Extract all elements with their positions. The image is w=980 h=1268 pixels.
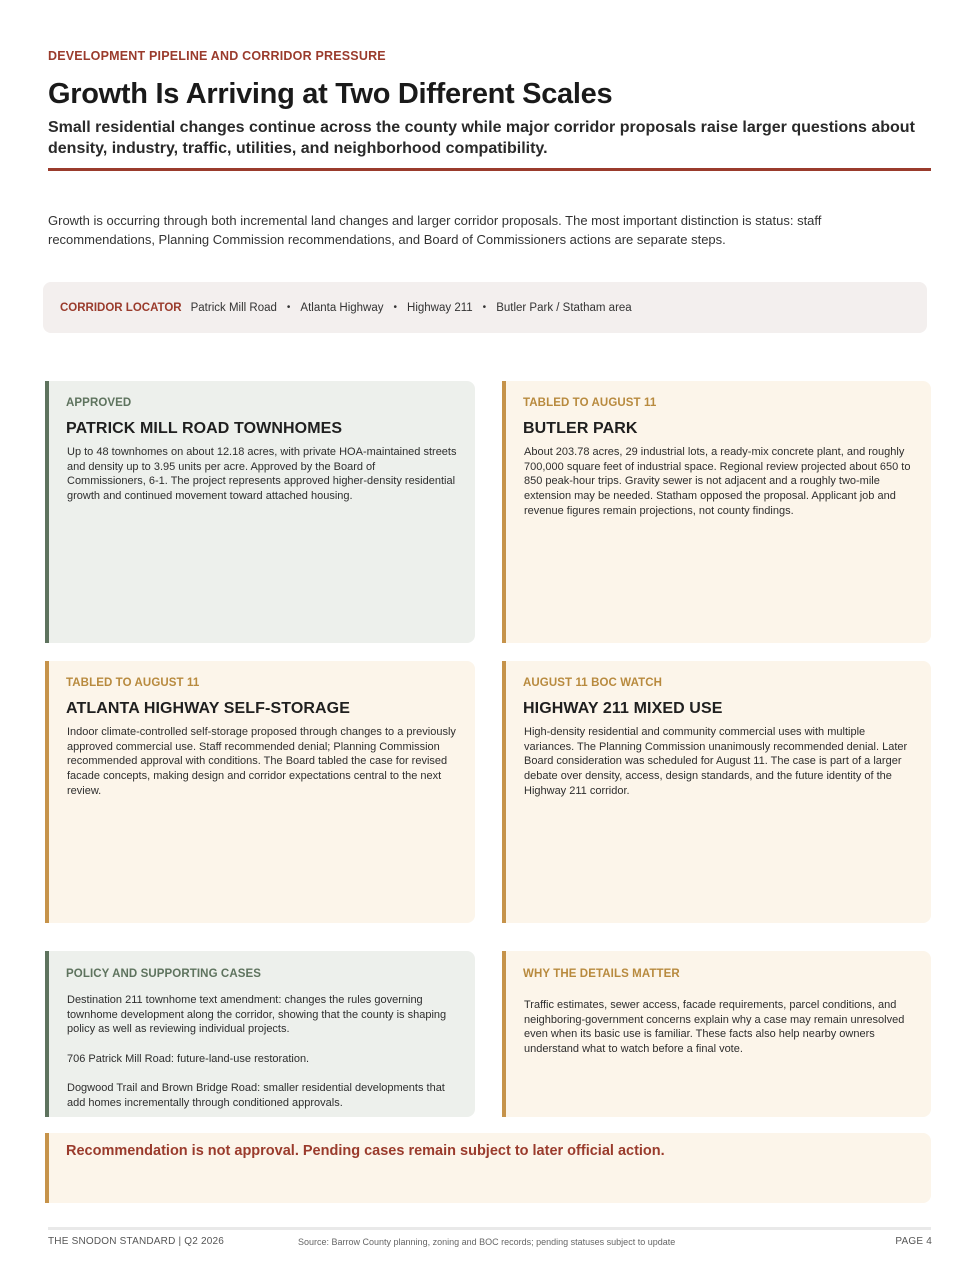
case-heading: ATLANTA HIGHWAY SELF-STORAGE [66, 700, 350, 717]
page-subtitle: Small residential changes continue across the county while major corridor proposals raise larger questions about density, industry, traffic, utilities, and neighborhood compatibility. [48, 119, 915, 157]
corridor-locator [43, 282, 927, 333]
status-badge: APPROVED [66, 397, 132, 409]
policy-item: Destination 211 townhome text amendment: changes the rules governing townhome development along the corridor, showing that the county is shaping policy as well as reviewing individual projects. [67, 994, 447, 1036]
status-badge: TABLED TO AUGUST 11 [66, 677, 200, 689]
policy-list [67, 993, 457, 1125]
case-heading: BUTLER PARK [523, 420, 638, 437]
footer-divider [48, 1227, 931, 1230]
policy-item: 706 Patrick Mill Road: future-land-use restoration. [67, 1052, 310, 1065]
policy-card-label: POLICY AND SUPPORTING CASES [66, 968, 262, 980]
locator-item: Butler Park / Statham area [496, 301, 632, 314]
bullet-separator: • [393, 302, 398, 313]
intro-paragraph: Growth is occurring through both incremental land changes and larger corridor proposals. The most important distinction is status: staff recommendations, Planning Commission recommendations, and Board of Commissioners actions are separate steps. [48, 213, 822, 247]
case-description: Indoor climate-controlled self-storage proposed through changes to a previously approved commercial use. Staff recommended denial; Planning Commission recommended approval with conditions. The Board tabled the case for revised facade concepts, making design and corridor expectations central to the next review. [67, 726, 456, 797]
case-description: Up to 48 townhomes on about 12.18 acres, with private HOA-maintained streets and density up to 3.95 units per acre. Approved by the Board of Commissioners, 6-1. The project represents approved higher-density residential growth and continued movement toward attached housing. [67, 446, 457, 503]
callout-text: Recommendation is not approval. Pending cases remain subject to later official action. [66, 1143, 665, 1159]
header-divider [48, 168, 931, 171]
case-card-highway-211 [502, 661, 931, 923]
status-badge: TABLED TO AUGUST 11 [523, 397, 657, 409]
case-description: High-density residential and community commercial uses with multiple variances. The Planning Commission unanimously recommended denial. Later Board consideration was scheduled for August 11. The case is part of a larger debate over density, access, design standards, and the future identity of the Highway 211 corridor. [524, 726, 908, 797]
case-description: About 203.78 acres, 29 industrial lots, a ready-mix concrete plant, and roughly 700,000 square feet of industrial space. Regional review projected about 650 to 850 peak-hour trips. Gravity sewer is not adjacent and a roughly two-mile extension may be needed. Statham opposed the proposal. Applicant job and revenue figures remain projections, not county findings. [524, 446, 911, 517]
why-card-label: WHY THE DETAILS MATTER [523, 968, 680, 980]
recommendation-callout [45, 1133, 931, 1203]
case-card-atlanta-highway [45, 661, 475, 923]
policy-card [45, 951, 475, 1117]
locator-item: Highway 211 [407, 301, 473, 314]
why-details-card [502, 951, 931, 1117]
locator-item: Patrick Mill Road [190, 301, 277, 314]
case-heading: HIGHWAY 211 MIXED USE [523, 700, 723, 717]
locator-item: Atlanta Highway [300, 301, 384, 314]
page-title: Growth Is Arriving at Two Different Scales [48, 78, 613, 110]
case-heading: PATRICK MILL ROAD TOWNHOMES [66, 420, 343, 437]
corridor-locator-label: CORRIDOR LOCATOR [60, 301, 182, 314]
status-badge: AUGUST 11 BOC WATCH [523, 677, 663, 689]
page-number: PAGE 4 [895, 1236, 932, 1247]
bullet-separator: • [286, 302, 291, 313]
section-kicker: DEVELOPMENT PIPELINE AND CORRIDOR PRESSURE [48, 49, 386, 63]
bullet-separator: • [482, 302, 487, 313]
case-card-butler-park [502, 381, 931, 643]
case-card-patrick-mill [45, 381, 475, 643]
publication-name: THE SNODON STANDARD | Q2 2026 [48, 1236, 225, 1247]
policy-item: Dogwood Trail and Brown Bridge Road: smaller residential developments that add homes incrementally through conditioned approvals. [67, 1082, 445, 1109]
why-card-body: Traffic estimates, sewer access, facade requirements, parcel conditions, and neighboring-government concerns explain why a case may remain unresolved even when its basic use is familiar. These facts also help nearby owners understand what to watch before a final vote. [524, 999, 905, 1056]
source-note: Source: Barrow County planning, zoning and BOC records; pending statuses subject to update [298, 1237, 676, 1247]
